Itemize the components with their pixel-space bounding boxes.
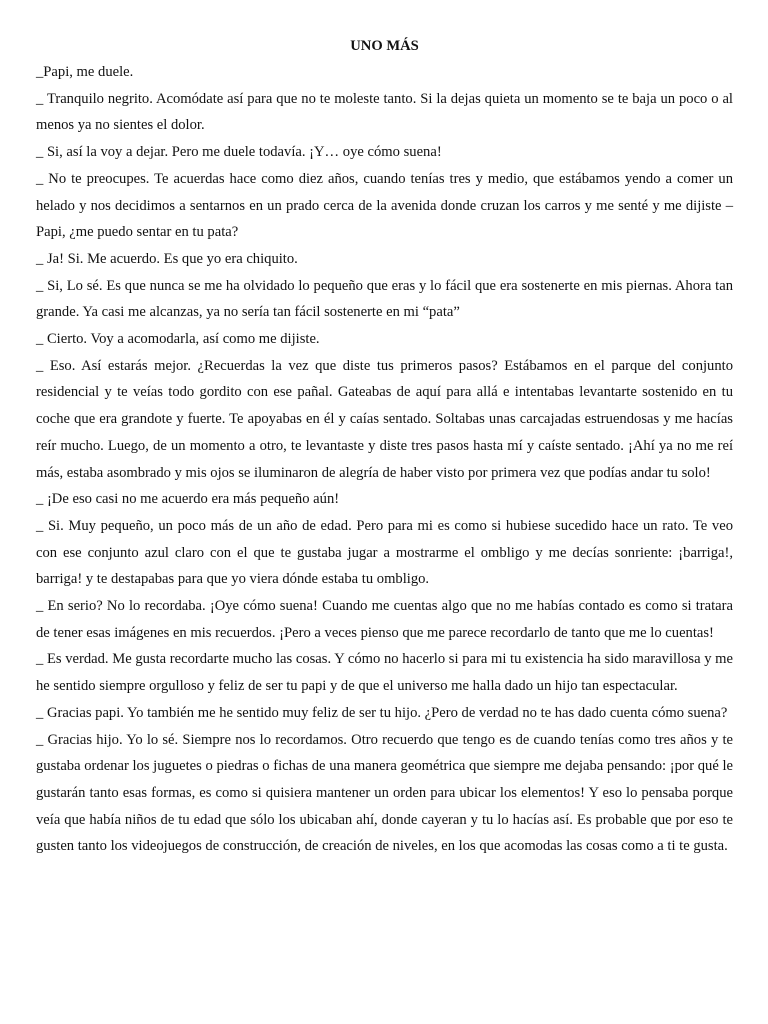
paragraph: _ Eso. Así estarás mejor. ¿Recuerdas la vez que diste tus primeros pasos? Estábamos en el parque del conjunto residencial y te veías todo gordito con ese pañal. Gateabas de aquí para allá e intentabas levantarte sostenido en tu coche que era grandote y fuerte. Te apoyabas en él y caías sentado. Soltabas unas carcajadas estruendosas y me hacías reír mucho. Luego, de un momento a otro, te levantaste y diste tres pasos hasta mí y caíste sentado. ¡Ahí ya no me reí más, estaba asombrado y mis ojos se iluminaron de alegría de haber visto por primera vez que podías andar tu solo! bbox=[36, 357, 733, 481]
paragraph: _ Cierto. Voy a acomodarla, así como me dijiste. bbox=[36, 331, 320, 348]
document-page bbox=[36, 36, 733, 860]
paragraph: _ Si. Muy pequeño, un poco más de un año de edad. Pero para mi es como si hubiese sucedido hace un rato. Te veo con ese conjunto azul claro con el que te gustaba jugar a mostrarme el ombligo y me decías sonriente: ¡barriga!, barriga! y te destapabas para que yo viera dónde estaba tu ombligo. bbox=[36, 517, 733, 588]
paragraph: _ En serio? No lo recordaba. ¡Oye cómo suena! Cuando me cuentas algo que no me habías contado es como si tratara de tener esas imágenes en mis recuerdos. ¡Pero a veces pienso que me parece recordarlo de tanto que me lo cuentas! bbox=[36, 598, 733, 641]
paragraph: _ Si, así la voy a dejar. Pero me duele todavía. ¡Y… oye cómo suena! bbox=[36, 144, 442, 161]
paragraph: _ ¡De eso casi no me acuerdo era más pequeño aún! bbox=[36, 491, 340, 508]
document-title: UNO MÁS bbox=[350, 38, 419, 54]
paragraph: _ Gracias papi. Yo también me he sentido muy feliz de ser tu hijo. ¿Pero de verdad no te has dado cuenta cómo suena? bbox=[36, 704, 728, 721]
paragraph: _ Ja! Si. Me acuerdo. Es que yo era chiquito. bbox=[36, 250, 298, 267]
paragraph: _Papi, me duele. bbox=[36, 64, 134, 80]
paragraph: _ Es verdad. Me gusta recordarte mucho las cosas. Y cómo no hacerlo si para mi tu existencia ha sido maravillosa y me he sentido siempre orgulloso y feliz de ser tu papi y de que el universo me halla dado un hijo tan espectacular. bbox=[36, 651, 733, 695]
paragraph: _ Si, Lo sé. Es que nunca se me ha olvidado lo pequeño que eras y lo fácil que era sostenerte en mis piernas. Ahora tan grande. Ya casi me alcanzas, ya no sería tan fácil sostenerte en mi “pata” bbox=[36, 277, 733, 321]
paragraph: _ Gracias hijo. Yo lo sé. Siempre nos lo recordamos. Otro recuerdo que tengo es de cuando tenías como tres años y te gustaba ordenar los juguetes o piedras o fichas de una manera geométrica que siempre me dejaba pensando: ¡por qué le gustarán tanto esas formas, es como si quisiera mantener un orden para ubicar los elementos! Y eso lo pensaba porque veía que había niños de tu edad que sólo los ubicaban ahí, donde cayeran y tu lo hacías así. Es probable que por eso te gusten tanto los videojuegos de construcción, de creación de niveles, en los que acomodas las cosas como a ti te gusta. bbox=[36, 731, 733, 855]
paragraph: _ No te preocupes. Te acuerdas hace como diez años, cuando tenías tres y medio, que estábamos yendo a comer un helado y nos decidimos a sentarnos en un prado cerca de la avenida donde cruzan los carros y me senté y me dijiste – Papi, ¿me puedo sentar en tu pata? bbox=[36, 170, 733, 241]
paragraph: _ Tranquilo negrito. Acomódate así para que no te moleste tanto. Si la dejas quieta un momento se te baja un poco o al menos ya no sientes el dolor. bbox=[36, 90, 733, 134]
